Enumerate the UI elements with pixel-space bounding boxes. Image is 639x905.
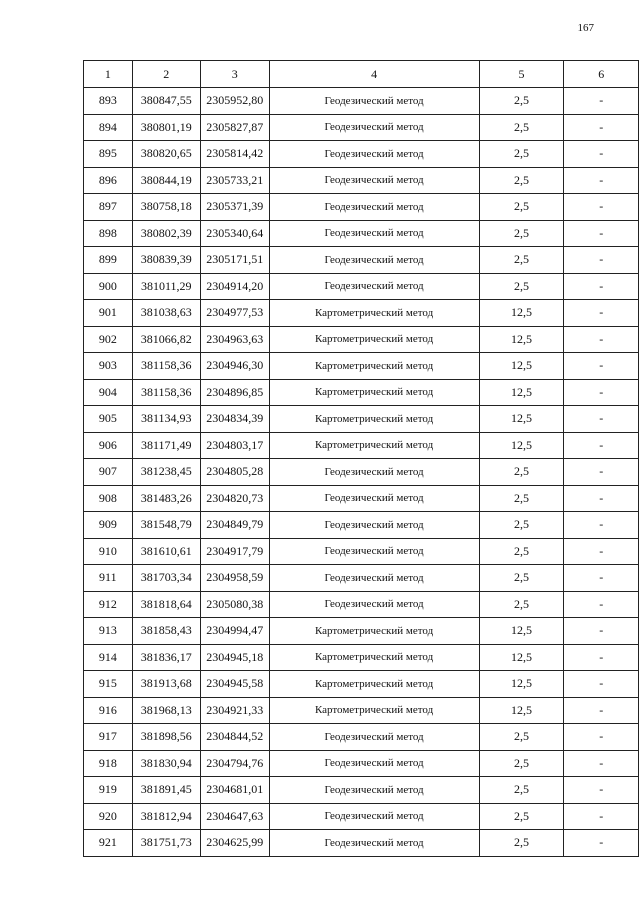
cell-y-coordinate: 2305340,64	[200, 220, 269, 247]
cell-x-coordinate: 381066,82	[132, 326, 200, 353]
table-row	[84, 777, 639, 804]
cell-x-coordinate: 381158,36	[132, 353, 200, 380]
cell-x-coordinate: 381891,45	[132, 777, 200, 804]
cell-method: Геодезический метод	[269, 803, 479, 830]
cell-note: -	[564, 432, 639, 459]
cell-x-coordinate: 380844,19	[132, 167, 200, 194]
cell-accuracy: 2,5	[479, 88, 564, 115]
cell-note: -	[564, 114, 639, 141]
cell-y-coordinate: 2304958,59	[200, 565, 269, 592]
cell-point-number: 894	[84, 114, 133, 141]
cell-x-coordinate: 381610,61	[132, 538, 200, 565]
cell-accuracy: 2,5	[479, 459, 564, 486]
cell-point-number: 918	[84, 750, 133, 777]
cell-y-coordinate: 2305814,42	[200, 141, 269, 168]
cell-accuracy: 12,5	[479, 697, 564, 724]
cell-note: -	[564, 618, 639, 645]
cell-accuracy: 2,5	[479, 167, 564, 194]
cell-accuracy: 2,5	[479, 803, 564, 830]
cell-y-coordinate: 2304914,20	[200, 273, 269, 300]
cell-note: -	[564, 247, 639, 274]
cell-note: -	[564, 194, 639, 221]
cell-point-number: 900	[84, 273, 133, 300]
cell-accuracy: 12,5	[479, 644, 564, 671]
cell-point-number: 908	[84, 485, 133, 512]
cell-point-number: 905	[84, 406, 133, 433]
table-row	[84, 512, 639, 539]
cell-method: Геодезический метод	[269, 750, 479, 777]
cell-point-number: 897	[84, 194, 133, 221]
cell-y-coordinate: 2304896,85	[200, 379, 269, 406]
table-row	[84, 591, 639, 618]
cell-y-coordinate: 2305952,80	[200, 88, 269, 115]
cell-point-number: 914	[84, 644, 133, 671]
cell-point-number: 902	[84, 326, 133, 353]
cell-accuracy: 12,5	[479, 326, 564, 353]
cell-x-coordinate: 380801,19	[132, 114, 200, 141]
cell-note: -	[564, 300, 639, 327]
cell-method: Геодезический метод	[269, 591, 479, 618]
cell-accuracy: 2,5	[479, 591, 564, 618]
table-row	[84, 830, 639, 857]
cell-x-coordinate: 381898,56	[132, 724, 200, 751]
cell-point-number: 913	[84, 618, 133, 645]
cell-y-coordinate: 2304917,79	[200, 538, 269, 565]
cell-x-coordinate: 380839,39	[132, 247, 200, 274]
table-row	[84, 379, 639, 406]
cell-note: -	[564, 830, 639, 857]
table-row	[84, 432, 639, 459]
cell-accuracy: 12,5	[479, 671, 564, 698]
cell-accuracy: 2,5	[479, 220, 564, 247]
table-row	[84, 141, 639, 168]
cell-method: Геодезический метод	[269, 565, 479, 592]
cell-accuracy: 2,5	[479, 830, 564, 857]
cell-x-coordinate: 381238,45	[132, 459, 200, 486]
cell-note: -	[564, 485, 639, 512]
column-header-2: 2	[132, 61, 200, 88]
cell-note: -	[564, 273, 639, 300]
column-header-4: 4	[269, 61, 479, 88]
table-row	[84, 114, 639, 141]
table-body	[84, 88, 639, 857]
cell-method: Геодезический метод	[269, 830, 479, 857]
cell-method: Картометрический метод	[269, 432, 479, 459]
cell-accuracy: 2,5	[479, 724, 564, 751]
cell-accuracy: 12,5	[479, 618, 564, 645]
cell-method: Геодезический метод	[269, 88, 479, 115]
cell-x-coordinate: 381134,93	[132, 406, 200, 433]
table-row	[84, 406, 639, 433]
cell-x-coordinate: 380802,39	[132, 220, 200, 247]
cell-note: -	[564, 353, 639, 380]
cell-point-number: 906	[84, 432, 133, 459]
table-row	[84, 750, 639, 777]
cell-point-number: 909	[84, 512, 133, 539]
cell-point-number: 920	[84, 803, 133, 830]
cell-x-coordinate: 380847,55	[132, 88, 200, 115]
cell-note: -	[564, 697, 639, 724]
cell-y-coordinate: 2304945,58	[200, 671, 269, 698]
table-row	[84, 538, 639, 565]
cell-y-coordinate: 2305827,87	[200, 114, 269, 141]
cell-x-coordinate: 381038,63	[132, 300, 200, 327]
cell-method: Геодезический метод	[269, 485, 479, 512]
cell-point-number: 893	[84, 88, 133, 115]
cell-y-coordinate: 2304849,79	[200, 512, 269, 539]
cell-point-number: 896	[84, 167, 133, 194]
cell-y-coordinate: 2304820,73	[200, 485, 269, 512]
cell-y-coordinate: 2304834,39	[200, 406, 269, 433]
table-row	[84, 194, 639, 221]
table-row	[84, 803, 639, 830]
cell-y-coordinate: 2305371,39	[200, 194, 269, 221]
cell-method: Картометрический метод	[269, 353, 479, 380]
cell-y-coordinate: 2304994,47	[200, 618, 269, 645]
cell-point-number: 910	[84, 538, 133, 565]
table-row	[84, 88, 639, 115]
cell-point-number: 898	[84, 220, 133, 247]
cell-note: -	[564, 591, 639, 618]
cell-accuracy: 12,5	[479, 379, 564, 406]
cell-point-number: 916	[84, 697, 133, 724]
cell-note: -	[564, 220, 639, 247]
page-number: 167	[577, 22, 594, 34]
cell-x-coordinate: 381812,94	[132, 803, 200, 830]
cell-note: -	[564, 326, 639, 353]
cell-note: -	[564, 777, 639, 804]
cell-x-coordinate: 381751,73	[132, 830, 200, 857]
table-row	[84, 671, 639, 698]
cell-note: -	[564, 538, 639, 565]
cell-y-coordinate: 2304946,30	[200, 353, 269, 380]
cell-x-coordinate: 381858,43	[132, 618, 200, 645]
cell-y-coordinate: 2304681,01	[200, 777, 269, 804]
cell-accuracy: 2,5	[479, 485, 564, 512]
cell-method: Геодезический метод	[269, 724, 479, 751]
cell-x-coordinate: 381483,26	[132, 485, 200, 512]
cell-y-coordinate: 2304794,76	[200, 750, 269, 777]
cell-accuracy: 2,5	[479, 273, 564, 300]
cell-point-number: 899	[84, 247, 133, 274]
cell-point-number: 919	[84, 777, 133, 804]
cell-method: Картометрический метод	[269, 406, 479, 433]
cell-point-number: 907	[84, 459, 133, 486]
cell-x-coordinate: 381548,79	[132, 512, 200, 539]
table-row	[84, 220, 639, 247]
cell-accuracy: 2,5	[479, 114, 564, 141]
cell-method: Картометрический метод	[269, 671, 479, 698]
column-header-3: 3	[200, 61, 269, 88]
cell-point-number: 904	[84, 379, 133, 406]
cell-x-coordinate: 381011,29	[132, 273, 200, 300]
table-row	[84, 459, 639, 486]
cell-method: Геодезический метод	[269, 194, 479, 221]
cell-y-coordinate: 2305171,51	[200, 247, 269, 274]
cell-y-coordinate: 2304805,28	[200, 459, 269, 486]
table-row	[84, 724, 639, 751]
cell-point-number: 917	[84, 724, 133, 751]
cell-accuracy: 12,5	[479, 353, 564, 380]
cell-method: Картометрический метод	[269, 644, 479, 671]
cell-note: -	[564, 644, 639, 671]
cell-note: -	[564, 406, 639, 433]
cell-y-coordinate: 2304625,99	[200, 830, 269, 857]
cell-accuracy: 12,5	[479, 432, 564, 459]
table-row	[84, 644, 639, 671]
cell-y-coordinate: 2304945,18	[200, 644, 269, 671]
cell-accuracy: 2,5	[479, 247, 564, 274]
column-header-6: 6	[564, 61, 639, 88]
cell-y-coordinate: 2304803,17	[200, 432, 269, 459]
column-header-5: 5	[479, 61, 564, 88]
table-row	[84, 247, 639, 274]
cell-note: -	[564, 88, 639, 115]
table-row	[84, 326, 639, 353]
cell-accuracy: 12,5	[479, 406, 564, 433]
table-row	[84, 697, 639, 724]
table-row	[84, 618, 639, 645]
cell-accuracy: 2,5	[479, 538, 564, 565]
cell-method: Геодезический метод	[269, 777, 479, 804]
cell-y-coordinate: 2305733,21	[200, 167, 269, 194]
cell-note: -	[564, 167, 639, 194]
cell-method: Геодезический метод	[269, 114, 479, 141]
cell-x-coordinate: 381913,68	[132, 671, 200, 698]
cell-point-number: 921	[84, 830, 133, 857]
cell-method: Картометрический метод	[269, 618, 479, 645]
cell-note: -	[564, 724, 639, 751]
column-header-1: 1	[84, 61, 133, 88]
cell-accuracy: 2,5	[479, 750, 564, 777]
cell-point-number: 912	[84, 591, 133, 618]
cell-x-coordinate: 380758,18	[132, 194, 200, 221]
cell-method: Геодезический метод	[269, 459, 479, 486]
cell-method: Картометрический метод	[269, 697, 479, 724]
cell-note: -	[564, 750, 639, 777]
cell-x-coordinate: 381171,49	[132, 432, 200, 459]
table-row	[84, 565, 639, 592]
cell-method: Геодезический метод	[269, 220, 479, 247]
cell-method: Картометрический метод	[269, 300, 479, 327]
cell-x-coordinate: 381703,34	[132, 565, 200, 592]
cell-method: Геодезический метод	[269, 141, 479, 168]
cell-y-coordinate: 2304963,63	[200, 326, 269, 353]
cell-note: -	[564, 671, 639, 698]
cell-point-number: 903	[84, 353, 133, 380]
cell-note: -	[564, 459, 639, 486]
table-row	[84, 167, 639, 194]
cell-accuracy: 2,5	[479, 141, 564, 168]
cell-point-number: 901	[84, 300, 133, 327]
cell-accuracy: 2,5	[479, 777, 564, 804]
table-row	[84, 353, 639, 380]
cell-y-coordinate: 2304921,33	[200, 697, 269, 724]
cell-point-number: 895	[84, 141, 133, 168]
table-row	[84, 485, 639, 512]
cell-x-coordinate: 381836,17	[132, 644, 200, 671]
cell-note: -	[564, 803, 639, 830]
cell-method: Геодезический метод	[269, 538, 479, 565]
cell-accuracy: 2,5	[479, 512, 564, 539]
cell-x-coordinate: 381158,36	[132, 379, 200, 406]
cell-method: Картометрический метод	[269, 379, 479, 406]
cell-y-coordinate: 2304844,52	[200, 724, 269, 751]
cell-accuracy: 12,5	[479, 300, 564, 327]
cell-x-coordinate: 380820,65	[132, 141, 200, 168]
cell-note: -	[564, 565, 639, 592]
cell-y-coordinate: 2304647,63	[200, 803, 269, 830]
cell-note: -	[564, 141, 639, 168]
cell-x-coordinate: 381830,94	[132, 750, 200, 777]
cell-method: Геодезический метод	[269, 167, 479, 194]
cell-method: Геодезический метод	[269, 247, 479, 274]
cell-note: -	[564, 512, 639, 539]
cell-x-coordinate: 381968,13	[132, 697, 200, 724]
cell-method: Картометрический метод	[269, 326, 479, 353]
table-row	[84, 273, 639, 300]
table-header-row	[84, 61, 639, 88]
cell-point-number: 911	[84, 565, 133, 592]
cell-y-coordinate: 2304977,53	[200, 300, 269, 327]
cell-point-number: 915	[84, 671, 133, 698]
cell-method: Геодезический метод	[269, 273, 479, 300]
cell-accuracy: 2,5	[479, 194, 564, 221]
cell-y-coordinate: 2305080,38	[200, 591, 269, 618]
cell-x-coordinate: 381818,64	[132, 591, 200, 618]
cell-note: -	[564, 379, 639, 406]
cell-accuracy: 2,5	[479, 565, 564, 592]
coordinates-table	[83, 60, 639, 857]
table-row	[84, 300, 639, 327]
cell-method: Геодезический метод	[269, 512, 479, 539]
